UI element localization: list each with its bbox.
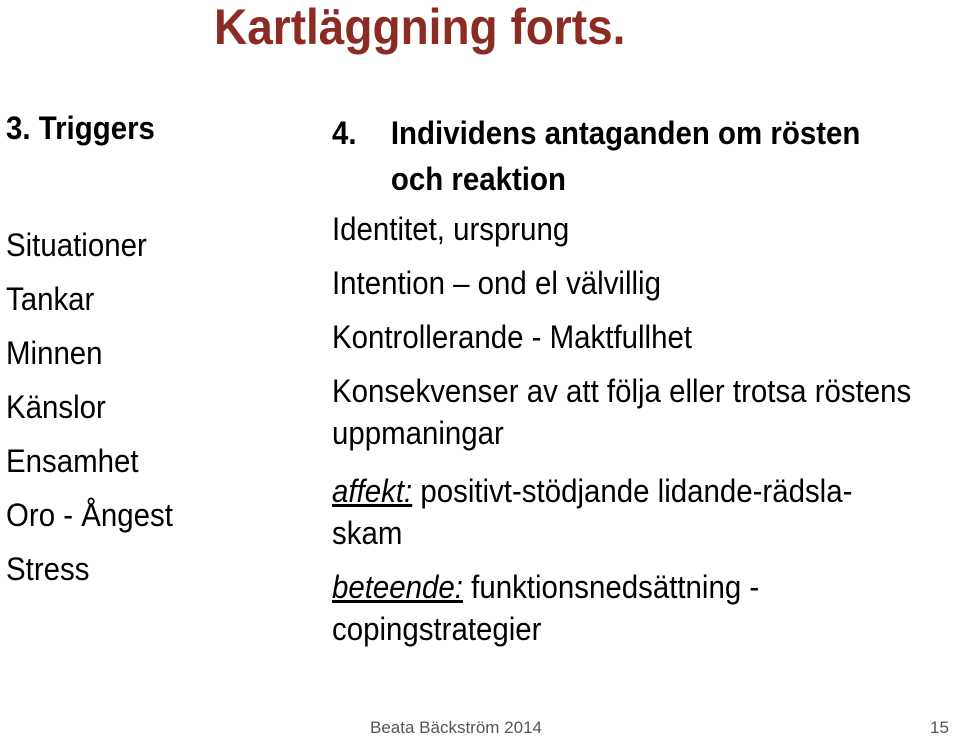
list-item: Kontrollerande - Maktfullhet <box>332 319 693 355</box>
heading-line2: och reaktion <box>390 161 566 197</box>
heading-number: 4. <box>332 115 357 151</box>
beteende-label: beteende: <box>332 569 463 605</box>
list-item: Konsekvenser av att följa eller trotsa röstens uppmaningar <box>332 373 912 451</box>
affekt-text: positivt-stödjande lidande-rädsla-skam <box>332 473 853 551</box>
list-item: Tankar <box>6 281 95 317</box>
affekt-item <box>332 470 902 554</box>
list-item: Känslor <box>6 389 106 425</box>
list-item: Ensamhet <box>6 443 139 479</box>
list-item: Minnen <box>6 335 103 371</box>
triggers-heading: 3. Triggers <box>6 110 155 146</box>
footer-author: Beata Bäckström 2014 <box>370 718 542 737</box>
affekt-label: affekt: <box>332 473 413 509</box>
page-number: 15 <box>930 718 949 737</box>
heading-line1: Individens antaganden om rösten <box>390 115 861 151</box>
slide-title: Kartläggning forts. <box>214 0 626 55</box>
list-item: Stress <box>6 551 90 587</box>
list-item: Situationer <box>6 227 147 263</box>
beteende-item <box>332 566 921 650</box>
list-item: Oro - Ångest <box>6 497 173 533</box>
assumptions-heading <box>332 110 958 202</box>
list-item: Intention – ond el välvillig <box>332 265 661 301</box>
triggers-list <box>6 218 187 596</box>
beteende-text: funktionsnedsättning - copingstrategier <box>332 569 760 647</box>
list-item: Identitet, ursprung <box>332 211 570 247</box>
